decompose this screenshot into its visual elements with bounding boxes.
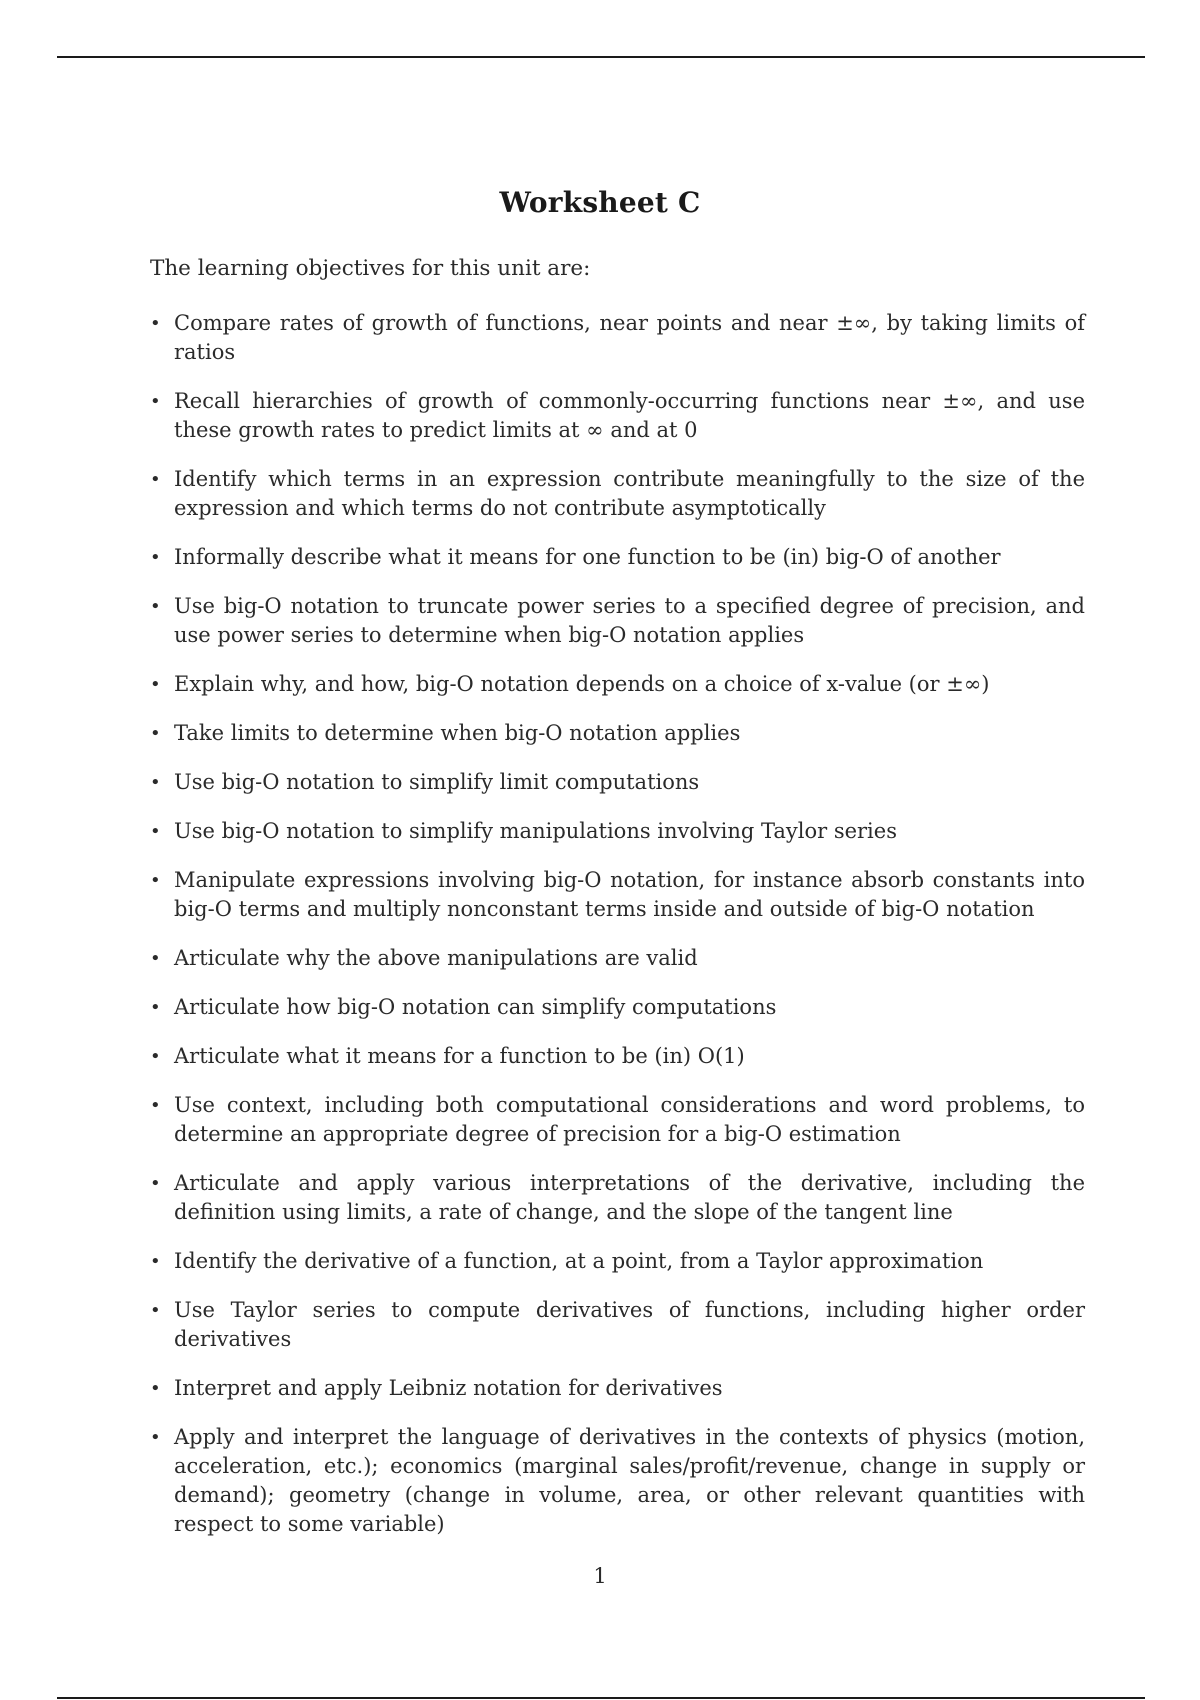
bullet-icon: • <box>150 547 161 568</box>
bullet-icon: • <box>150 948 161 969</box>
bullet-icon: • <box>150 1427 161 1448</box>
top-rule <box>57 56 1145 58</box>
bullet-icon: • <box>150 313 161 334</box>
bullet-icon: • <box>150 772 161 793</box>
list-item <box>150 768 1085 797</box>
objective-text: Apply and interpret the language of derivatives in the contexts of physics (motion, acceleration, etc.); economics (marginal sales/profit/revenue, change in supply or demand); geometry (change in volume, area, or other relevant quantities with respect to some variable) <box>174 1425 1085 1536</box>
list-item <box>150 309 1085 367</box>
objective-text: Use big-O notation to simplify limit computations <box>174 770 700 794</box>
bullet-icon: • <box>150 723 161 744</box>
list-item <box>150 1423 1085 1539</box>
list-item <box>150 465 1085 523</box>
list-item <box>150 1042 1085 1071</box>
list-item <box>150 993 1085 1022</box>
list-item <box>150 1296 1085 1354</box>
bullet-icon: • <box>150 1378 161 1399</box>
bullet-icon: • <box>150 1173 161 1194</box>
list-item <box>150 817 1085 846</box>
bullet-icon: • <box>150 870 161 891</box>
bullet-icon: • <box>150 1046 161 1067</box>
bullet-icon: • <box>150 469 161 490</box>
list-item <box>150 387 1085 445</box>
objective-text: Manipulate expressions involving big-O notation, for instance absorb constants into big-O terms and multiply nonconstant terms inside and outside of big-O notation <box>174 868 1085 921</box>
page-number: 1 <box>593 1564 607 1588</box>
list-item <box>150 866 1085 924</box>
objective-text: Use big-O notation to simplify manipulations involving Taylor series <box>174 819 897 843</box>
bullet-icon: • <box>150 391 161 412</box>
objective-text: Articulate why the above manipulations are valid <box>174 946 698 970</box>
objective-text: Use Taylor series to compute derivatives of functions, including higher order derivatives <box>174 1298 1085 1351</box>
page-title: Worksheet C <box>499 186 701 219</box>
list-item <box>150 592 1085 650</box>
objective-text: Interpret and apply Leibniz notation for derivatives <box>174 1376 723 1400</box>
list-item <box>150 1247 1085 1276</box>
bullet-icon: • <box>150 1300 161 1321</box>
bullet-icon: • <box>150 596 161 617</box>
bullet-icon: • <box>150 674 161 695</box>
list-item <box>150 719 1085 748</box>
objective-text: Identify which terms in an expression contribute meaningfully to the size of the expression and which terms do not contribute asymptotically <box>174 467 1085 520</box>
bullet-icon: • <box>150 997 161 1018</box>
objective-text: Articulate and apply various interpretations of the derivative, including the definition using limits, a rate of change, and the slope of the tangent line <box>174 1171 1085 1224</box>
list-item <box>150 543 1085 572</box>
bullet-icon: • <box>150 821 161 842</box>
objective-text: Informally describe what it means for one function to be (in) big-O of another <box>174 545 1001 569</box>
objective-text: Articulate what it means for a function to be (in) O(1) <box>174 1044 745 1068</box>
objective-text: Recall hierarchies of growth of commonly-occurring functions near ±∞, and use these growth rates to predict limits at ∞ and at 0 <box>174 389 1085 442</box>
list-item <box>150 1091 1085 1149</box>
objective-text: Use big-O notation to truncate power series to a specified degree of precision, and use power series to determine when big-O notation applies <box>174 594 1085 647</box>
list-item <box>150 1374 1085 1403</box>
objective-text: Compare rates of growth of functions, near points and near ±∞, by taking limits of ratios <box>174 311 1085 364</box>
list-item <box>150 1169 1085 1227</box>
list-item <box>150 944 1085 973</box>
objective-text: Articulate how big-O notation can simplify computations <box>174 995 777 1019</box>
list-item <box>150 670 1085 699</box>
objective-text: Explain why, and how, big-O notation depends on a choice of x-value (or ±∞) <box>174 672 990 696</box>
objective-text: Use context, including both computational considerations and word problems, to determine an appropriate degree of precision for a big-O estimation <box>174 1093 1085 1146</box>
bottom-rule <box>57 1697 1145 1699</box>
objective-text: Identify the derivative of a function, at a point, from a Taylor approximation <box>174 1249 984 1273</box>
bullet-icon: • <box>150 1095 161 1116</box>
intro-text: The learning objectives for this unit are: <box>150 256 591 281</box>
objectives-list <box>150 309 1085 1559</box>
objective-text: Take limits to determine when big-O notation applies <box>174 721 741 745</box>
bullet-icon: • <box>150 1251 161 1272</box>
